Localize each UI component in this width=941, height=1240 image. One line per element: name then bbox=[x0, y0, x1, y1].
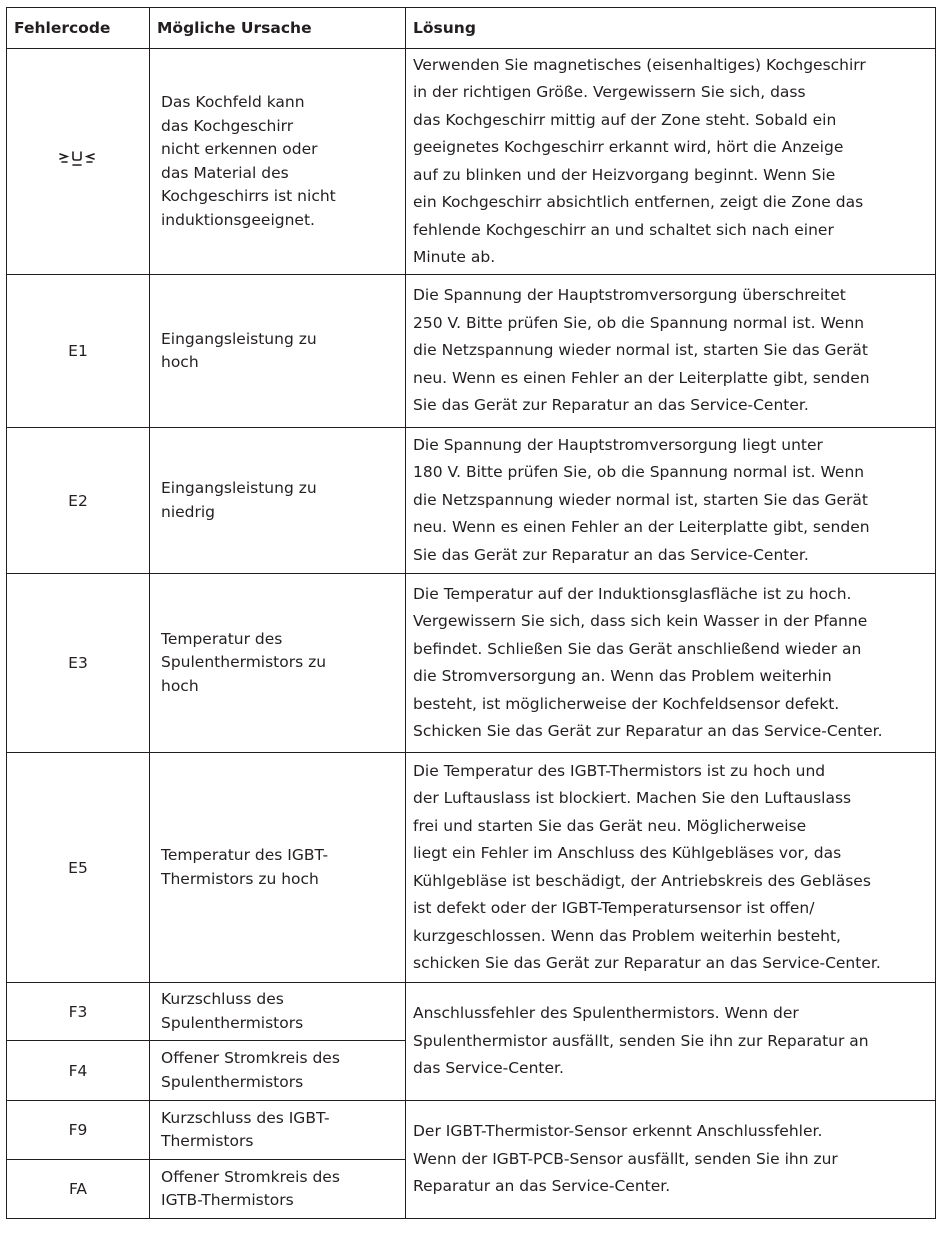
error-code-table bbox=[6, 7, 936, 1219]
cause-text: Eingangsleistung zu niedrig bbox=[161, 479, 317, 521]
error-code-cell bbox=[7, 49, 150, 275]
possible-cause-cell bbox=[150, 983, 406, 1041]
solution-text: Die Temperatur auf der Induktionsglasfläche ist zu hoch. Vergewissern Sie sich, dass sich kein Wasser in der Pfanne befindet. Schließen Sie das Gerät anschließend wieder an die Stromversorgung an. Wenn das Problem weiterhin besteht, ist möglicherweise der Kochfeldsensor defekt. Schicken Sie das Gerät zur Reparatur an das Service-Center. bbox=[413, 584, 883, 740]
possible-cause-cell bbox=[150, 49, 406, 275]
table-row bbox=[7, 1101, 936, 1160]
cause-text: Eingangsleistung zu hoch bbox=[161, 329, 317, 371]
solution-text: Die Spannung der Hauptstromversorgung liegt unter 180 V. Bitte prüfen Sie, ob die Spannung normal ist. Wenn die Netzspannung wieder normal ist, starten Sie das Gerät neu. Wenn es einen Fehler an der Leiterplatte gibt, senden Sie das Gerät zur Reparatur an das Service-Center. bbox=[413, 435, 870, 564]
cause-text: Offener Stromkreis des IGTB-Thermistors bbox=[161, 1167, 340, 1209]
header-error-code: Fehlercode bbox=[7, 8, 150, 49]
possible-cause-cell bbox=[150, 1041, 406, 1101]
solution-text: Anschlussfehler des Spulenthermistors. Wenn der Spulenthermistor ausfällt, senden Sie ihn zur Reparatur an das Service-Center. bbox=[413, 1004, 869, 1078]
error-code-cell: F9 bbox=[7, 1101, 150, 1160]
table-row bbox=[7, 275, 936, 428]
solution-text: Verwenden Sie magnetisches (eisenhaltiges) Kochgeschirr in der richtigen Größe. Vergewissern Sie sich, dass das Kochgeschirr mittig auf der Zone steht. Sobald ein geeignetes Kochgeschirr erkannt wird, hört die Anzeige auf zu blinken und der Heizvorgang beginnt. Wenn Sie ein Kochgeschirr absichtlich entfernen, zeigt die Zone das fehlende Kochgeschirr an und schaltet sich nach einer Minute ab. bbox=[413, 55, 866, 266]
error-code-cell: E1 bbox=[7, 275, 150, 428]
table-row bbox=[7, 428, 936, 574]
solution-text: Der IGBT-Thermistor-Sensor erkennt Anschlussfehler. Wenn der IGBT-PCB-Sensor ausfällt, senden Sie ihn zur Reparatur an das Service-Center. bbox=[413, 1122, 838, 1196]
cause-text: Kurzschluss des IGBT- Thermistors bbox=[161, 1108, 330, 1150]
solution-cell bbox=[406, 275, 936, 428]
pan-missing-display-icon bbox=[58, 147, 98, 177]
cause-text: Kurzschluss des Spulenthermistors bbox=[161, 990, 304, 1032]
cause-text: Temperatur des Spulenthermistors zu hoch bbox=[161, 629, 327, 695]
possible-cause-cell bbox=[150, 574, 406, 753]
header-solution: Lösung bbox=[406, 8, 936, 49]
possible-cause-cell bbox=[150, 275, 406, 428]
error-code-cell: E3 bbox=[7, 574, 150, 753]
solution-cell bbox=[406, 753, 936, 983]
cause-text: Offener Stromkreis des Spulenthermistors bbox=[161, 1049, 340, 1091]
solution-cell bbox=[406, 983, 936, 1101]
solution-cell bbox=[406, 1101, 936, 1219]
solution-cell bbox=[406, 49, 936, 275]
solution-text: Die Temperatur des IGBT-Thermistors ist zu hoch und der Luftauslass ist blockiert. Machen Sie den Luftauslass frei und starten Sie das Gerät neu. Möglicherweise liegt ein Fehler im Anschluss des Kühlgebläses vor, das Kühlgebläse ist beschädigt, der Antriebskreis des Gebläses ist defekt oder der IGBT-Temperatursensor ist offen/ kurzgeschlossen. Wenn das Problem weiterhin besteht, schicken Sie das Gerät zur Reparatur an das Service-Center. bbox=[413, 761, 881, 972]
error-code-cell: FA bbox=[7, 1160, 150, 1219]
possible-cause-cell bbox=[150, 753, 406, 983]
possible-cause-cell bbox=[150, 1101, 406, 1160]
solution-text: Die Spannung der Hauptstromversorgung überschreitet 250 V. Bitte prüfen Sie, ob die Spannung normal ist. Wenn die Netzspannung wieder normal ist, starten Sie das Gerät neu. Wenn es einen Fehler an der Leiterplatte gibt, senden Sie das Gerät zur Reparatur an das Service-Center. bbox=[413, 286, 870, 415]
error-code-cell: F4 bbox=[7, 1041, 150, 1101]
error-code-cell: E5 bbox=[7, 753, 150, 983]
table-row bbox=[7, 753, 936, 983]
table-row bbox=[7, 983, 936, 1041]
header-possible-cause: Mögliche Ursache bbox=[150, 8, 406, 49]
table-row bbox=[7, 574, 936, 753]
table-row bbox=[7, 49, 936, 275]
cause-text: Temperatur des IGBT- Thermistors zu hoch bbox=[161, 846, 329, 888]
possible-cause-cell bbox=[150, 428, 406, 574]
possible-cause-cell bbox=[150, 1160, 406, 1219]
solution-cell bbox=[406, 428, 936, 574]
error-code-cell: E2 bbox=[7, 428, 150, 574]
table-header-row bbox=[7, 8, 936, 49]
cause-text: Das Kochfeld kann das Kochgeschirr nicht erkennen oder das Material des Kochgeschirrs ist nicht induktionsgeeignet. bbox=[161, 93, 336, 229]
error-code-cell: F3 bbox=[7, 983, 150, 1041]
solution-cell bbox=[406, 574, 936, 753]
